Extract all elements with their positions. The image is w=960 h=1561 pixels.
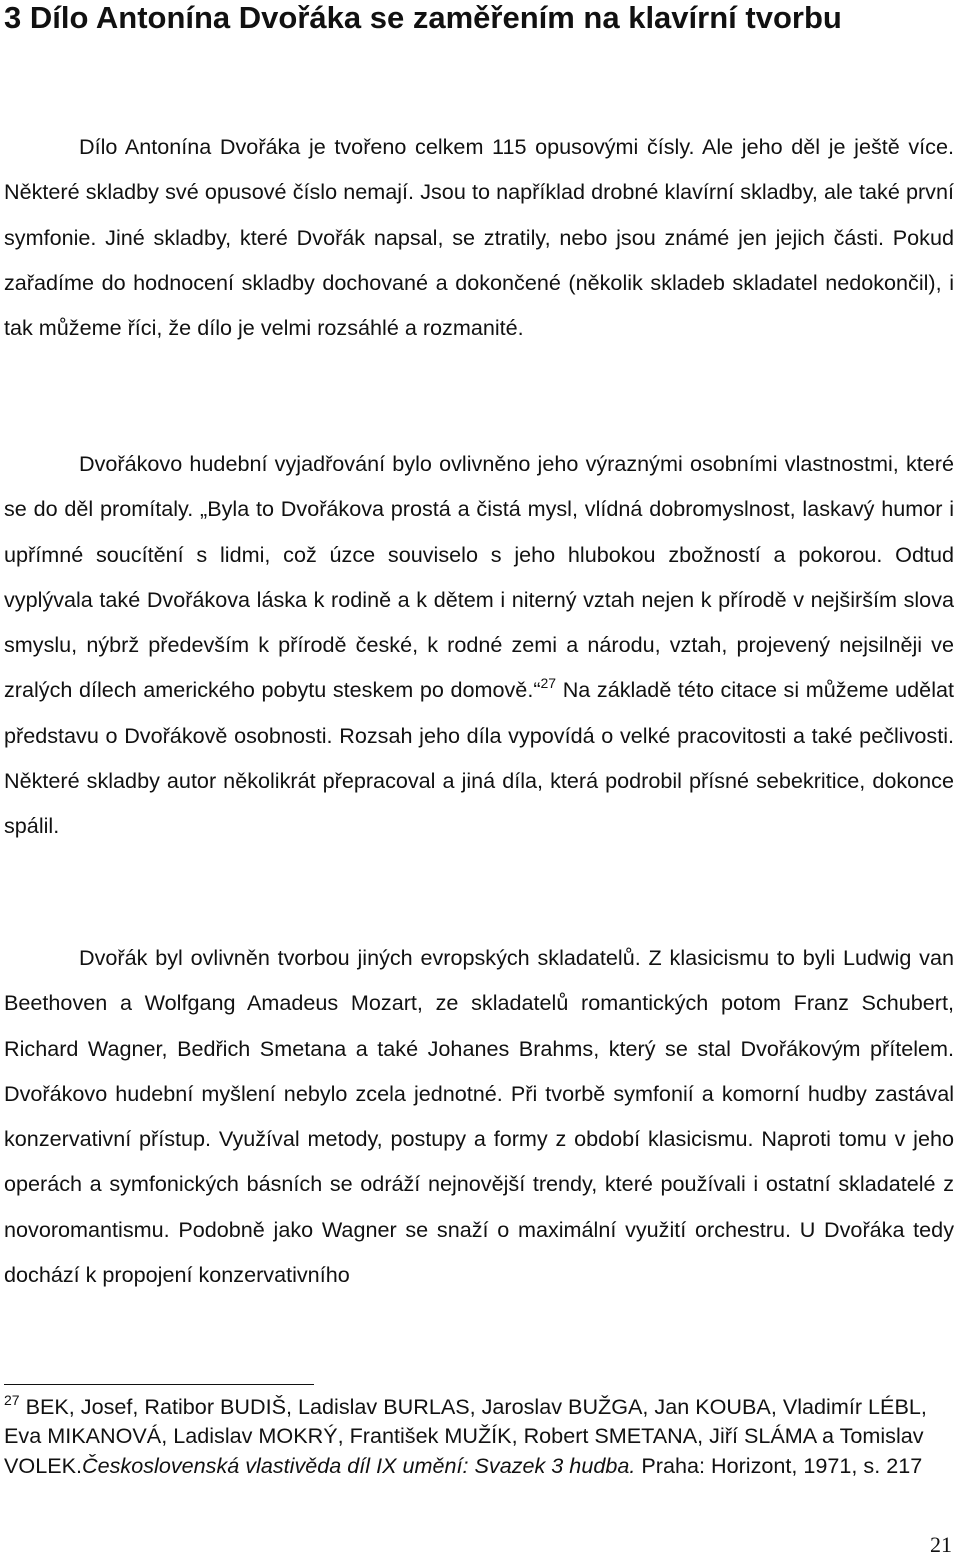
chapter-heading: 3 Dílo Antonína Dvořáka se zaměřením na klavírní tvorbu	[4, 0, 842, 35]
paragraph-personality	[4, 441, 954, 849]
footnote-separator	[4, 1384, 314, 1385]
paragraph-personality-quote: Dvořákovo hudební vyjadřování bylo ovlivněno jeho výraznými osobními vlastnostmi, které se do děl promítaly. „Byla to Dvořákova prostá a čistá mysl, vlídná dobromyslnost, laskavý humor i upřímné soucítění s lidmi, což úzce souviselo s jeho hlubokou zbožností a pokorou. Odtud vyplývala také Dvořákova láska k rodině a k dětem i niterný vztah nejen k přírodě v nejširším slova smyslu, nýbrž především k přírodě české, k rodné zemi a národu, vztah, projevený nejsilněji ve zralých dílech amerického pobytu steskem po domově.“	[4, 451, 954, 703]
footnote-authors: BEK, Josef, Ratibor BUDIŠ, Ladislav BURLAS, Jaroslav BUŽGA, Jan KOUBA, Vladimír LÉBL, Eva MIKANOVÁ, Ladislav MOKRÝ, František MUŽÍK, Robert SMETANA, Jiří SLÁMA a Tomislav VOLEK.	[4, 1394, 927, 1478]
page-number: 21	[930, 1532, 952, 1557]
paragraph-personality-rest: Na základě této citace si můžeme udělat představu o Dvořákově osobnosti. Rozsah jeho díla vypovídá o velké pracovitosti a také pečlivosti. Některé skladby autor několikrát přepracoval a jiná díla, která podrobil přísné sebekritice, dokonce spálil.	[4, 677, 954, 839]
footnote-title: Československá vlastivěda díl IX umění: Svazek 3 hudba.	[82, 1452, 636, 1478]
paragraph-influences: Dvořák byl ovlivněn tvorbou jiných evropských skladatelů. Z klasicismu to byli Ludwig van Beethoven a Wolfgang Amadeus Mozart, ze skladatelů romantických potom Franz Schubert, Richard Wagner, Bedřich Smetana a také Johanes Brahms, který se stal Dvořákovým přítelem. Dvořákovo hudební myšlení nebylo zcela jednotné. Při tvorbě symfonií a komorní hudby zastával konzervativní přístup. Využíval metody, postupy a formy z období klasicismu. Naproti tomu v jeho operách a symfonických básních se odráží nejnovější trendy, které používali i ostatní skladatelé z novoromantismu. Podobně jako Wagner se snaží o maximální využití orchestru. U Dvořáka tedy dochází k propojení konzervativního	[4, 945, 954, 1288]
paragraph-intro: Dílo Antonína Dvořáka je tvořeno celkem 115 opusovými čísly. Ale jeho děl je ještě více. Některé skladby své opusové číslo nemají. Jsou to například drobné klavírní skladby, ale také první symfonie. Jiné skladby, které Dvořák napsal, se ztratily, nebo jsou známé jen jejich části. Pokud zařadíme do hodnocení skladby dochované a dokončené (několik skladeb skladatel nedokončil), i tak můžeme říci, že dílo je velmi rozsáhlé a rozmanité.	[4, 134, 954, 341]
footnote-reference[interactable]: 27	[540, 675, 557, 692]
footnote	[4, 1392, 954, 1480]
footnote-number: 27	[4, 1392, 20, 1408]
footnote-publication: Praha: Horizont, 1971, s. 217	[635, 1452, 923, 1478]
